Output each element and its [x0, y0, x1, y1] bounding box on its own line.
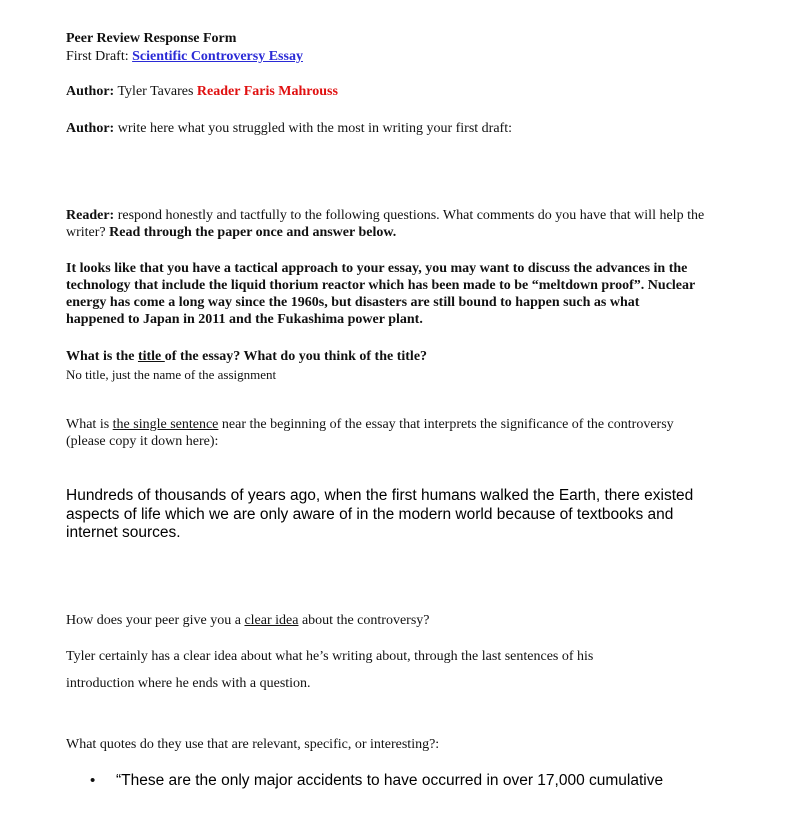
- bullet-icon: •: [90, 772, 96, 789]
- reader-comment: It looks like that you have a tactical approach to your essay, you may want to discuss the advances in the technology that include the liquid thorium reactor which has been made to be “meltdown proof”. Nuclear energy has come a long way since the 1960s, but disasters are still bound to happen such as what happened to Japan in 2011 and the Fukashima power plant.: [66, 261, 695, 327]
- author-prompt-text: write here what you struggled with the most in writing your first draft:: [114, 121, 512, 136]
- reader-prompt-label: Reader:: [66, 208, 115, 223]
- reader-prompt-text: respond honestly and tactfully to the following questions. What comments do you have that will help the writer?: [66, 208, 705, 240]
- title-question: [66, 348, 756, 365]
- sentence-question-post: near the beginning of the essay that interprets the significance of the controversy (please copy it down here):: [66, 417, 674, 449]
- sentence-question-underlined: the single sentence: [112, 417, 219, 432]
- reader-prompt: [66, 207, 706, 241]
- sentence-answer: Hundreds of thousands of years ago, when the first humans walked the Earth, there existed aspects of life which we are only aware of in the modern world because of textbooks and internet sources.: [66, 487, 694, 541]
- idea-question-post: about the controversy?: [298, 613, 430, 628]
- title-question-pre: What is the: [66, 349, 138, 364]
- quote-bullet-text: “These are the only major accidents to have occurred in over 17,000 cumulative: [116, 772, 664, 789]
- sentence-question-pre: What is: [66, 417, 113, 432]
- first-draft-line: [66, 48, 756, 65]
- sentence-question: [66, 416, 676, 450]
- idea-question-underlined: clear idea: [244, 613, 299, 628]
- first-draft-label: First Draft:: [66, 49, 133, 64]
- essay-link[interactable]: Scientific Controversy Essay: [132, 49, 303, 64]
- reader-prompt-bold: Read through the paper once and answer below.: [109, 225, 397, 240]
- author-prompt-label: Author:: [66, 121, 115, 136]
- author-name: Tyler Tavares: [114, 84, 197, 99]
- idea-answer-line2: introduction where he ends with a question.: [66, 676, 311, 691]
- title-question-underlined: title: [137, 349, 165, 364]
- title-answer: No title, just the name of the assignment: [66, 367, 277, 382]
- idea-question-pre: How does your peer give you a: [66, 613, 245, 628]
- form-title: Peer Review Response Form: [66, 31, 237, 46]
- idea-answer-line1: Tyler certainly has a clear idea about what he’s writing about, through the last sentences of his: [66, 649, 594, 664]
- author-line: [66, 83, 756, 100]
- quotes-question: What quotes do they use that are relevant, specific, or interesting?:: [66, 737, 440, 752]
- idea-question: [66, 612, 756, 629]
- reader-name: Reader Faris Mahrouss: [196, 84, 338, 99]
- author-prompt: [66, 120, 756, 137]
- author-label: Author:: [66, 84, 115, 99]
- title-question-post: of the essay? What do you think of the title?: [164, 349, 428, 364]
